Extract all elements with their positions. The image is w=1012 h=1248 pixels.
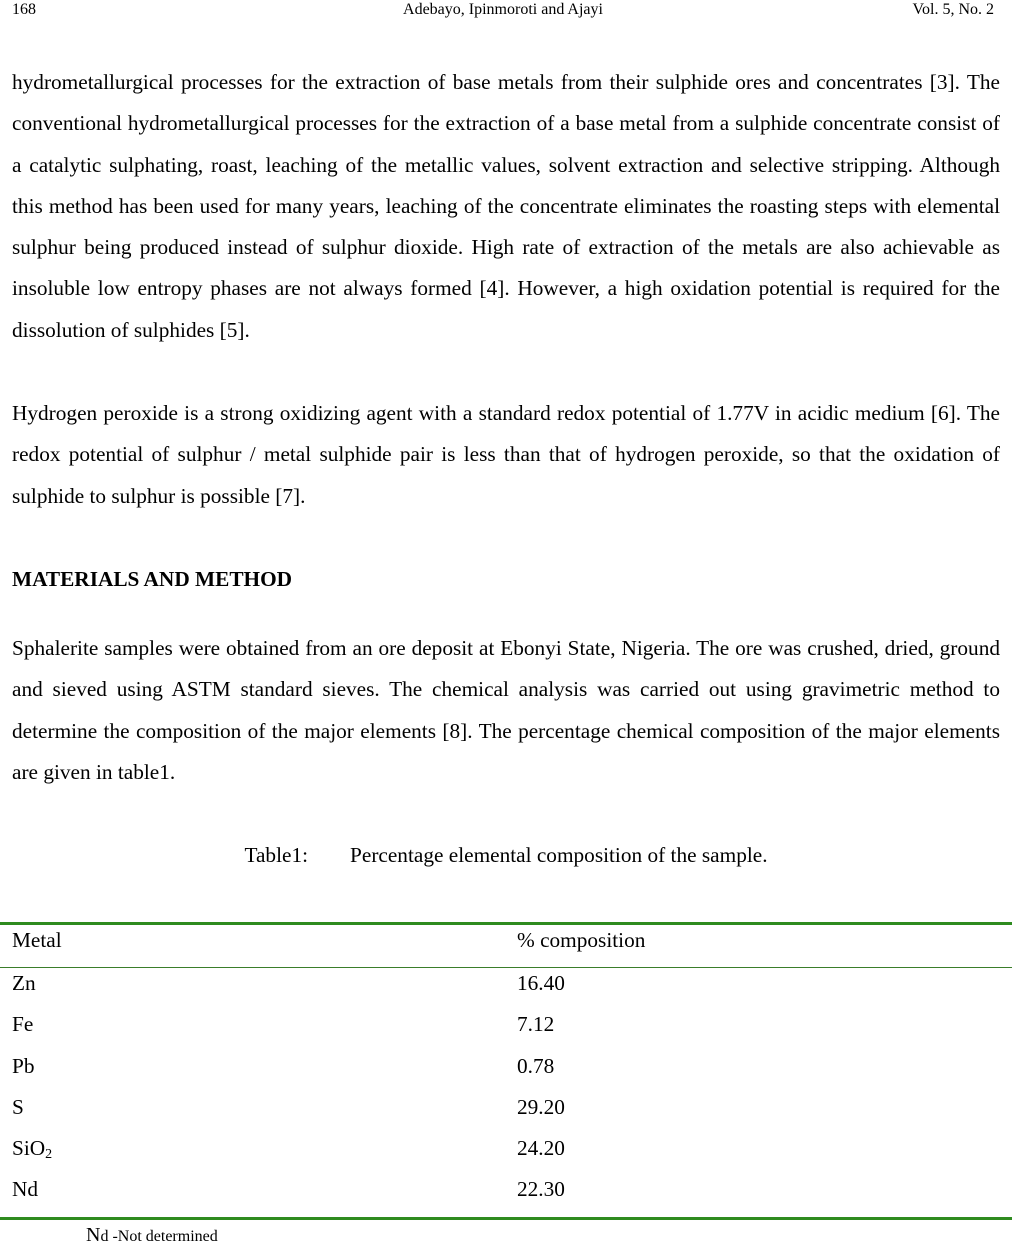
metal-cell: Nd bbox=[12, 1177, 39, 1201]
table-caption-number: Table1: bbox=[244, 843, 309, 867]
body-paragraph: Hydrogen peroxide is a strong oxidizing agent with a standard redox potential of 1.77V in acidic medium [6]. The redox potential of sulphur / metal sulphide pair is less than that of hydrogen peroxide, so that the oxidation of sulphide to sulphur is possible [7]. bbox=[12, 401, 1000, 508]
composition-cell: 22.30 bbox=[517, 1177, 565, 1201]
composition-cell: 16.40 bbox=[517, 971, 565, 995]
composition-cell: 24.20 bbox=[517, 1136, 565, 1160]
metal-cell: SiO$_2$ bbox=[12, 1136, 53, 1162]
footnote-abbreviation: Nd bbox=[86, 1224, 109, 1246]
section-heading: MATERIALS AND METHOD bbox=[12, 567, 293, 591]
body-paragraph: hydrometallurgical processes for the extraction of base metals from their sulphide ores and concentrates [3]. The conventional hydrometallurgical processes for the extraction of a base metal from a sulphide concentrate consist of a catalytic sulphating, roast, leaching of the metallic values, solvent extraction and selective stripping. Although this method has been used for many years, leaching of the concentrate eliminates the roasting steps with elemental sulphur being produced instead of sulphur dioxide. High rate of extraction of the metals are also achievable as insoluble low entropy phases are not always formed [4]. However, a high oxidation potential is required for the dissolution of sulphides [5]. bbox=[12, 70, 1000, 342]
page-number: 168 bbox=[12, 1, 36, 18]
table-top-rule bbox=[0, 922, 1012, 925]
table-row bbox=[0, 1177, 1012, 1218]
table-row bbox=[0, 1095, 1012, 1136]
running-header-authors: Adebayo, Ipinmoroti and Ajayi bbox=[403, 1, 603, 18]
table-row bbox=[0, 1054, 1012, 1095]
composition-cell: 0.78 bbox=[517, 1054, 555, 1078]
composition-cell: 7.12 bbox=[517, 1012, 555, 1036]
column-header-composition: % composition bbox=[517, 928, 646, 952]
metal-cell: Fe bbox=[12, 1012, 34, 1036]
body-paragraph: Sphalerite samples were obtained from an ore deposit at Ebonyi State, Nigeria. The ore was crushed, dried, ground and sieved using ASTM standard sieves. The chemical analysis was carried out using gravimetric method to determine the composition of the major elements [8]. The percentage chemical composition of the major elements are given in table1. bbox=[12, 636, 1000, 784]
metal-cell: Pb bbox=[12, 1054, 35, 1078]
metal-cell: S bbox=[12, 1095, 24, 1119]
table-caption bbox=[0, 842, 1012, 868]
table-bottom-rule bbox=[0, 1217, 1012, 1220]
footnote-text: -Not determined bbox=[108, 1228, 218, 1245]
table-row bbox=[0, 971, 1012, 1012]
composition-cell: 29.20 bbox=[517, 1095, 565, 1119]
table-header-row bbox=[0, 928, 1012, 969]
running-header bbox=[12, 0, 994, 24]
volume-issue: Vol. 5, No. 2 bbox=[912, 1, 994, 18]
table-footnote bbox=[86, 1224, 218, 1248]
table-header-rule bbox=[0, 967, 1012, 968]
table-row bbox=[0, 1136, 1012, 1177]
table-caption-text: Percentage elemental composition of the sample. bbox=[350, 843, 768, 867]
metal-cell: Zn bbox=[12, 971, 36, 995]
table-row bbox=[0, 1012, 1012, 1053]
column-header-metal: Metal bbox=[12, 928, 62, 952]
